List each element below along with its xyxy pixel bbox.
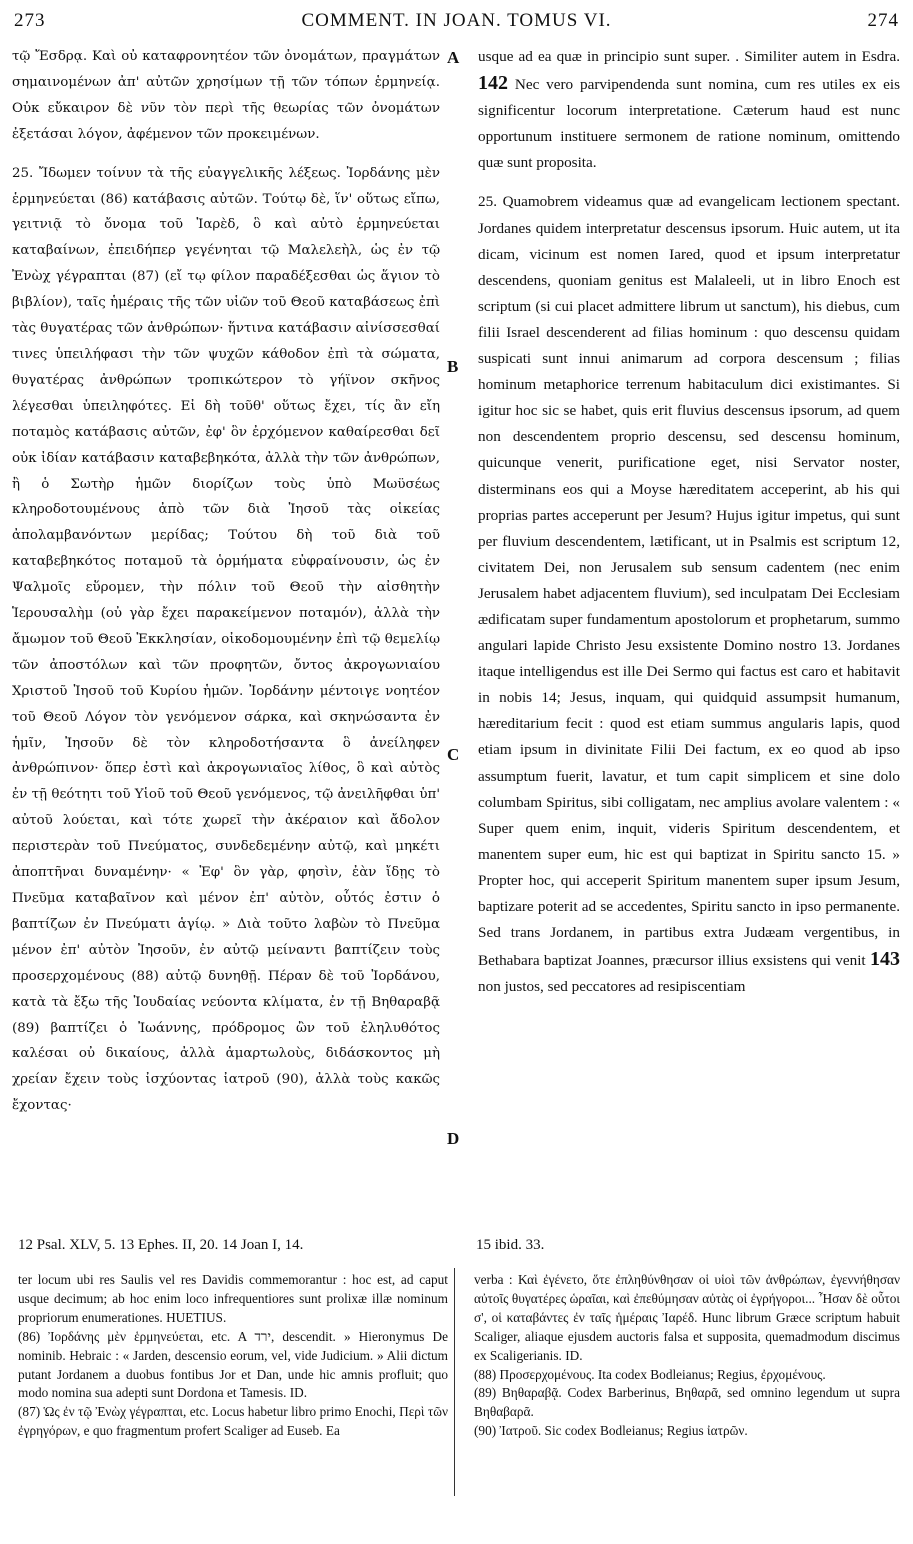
footnote: (88) Προσερχομένους. Ita codex Bodleianus; Regius, ἐρχομένους. bbox=[474, 1366, 826, 1382]
margin-letter-a: A bbox=[447, 48, 460, 67]
page-number-right: 274 bbox=[867, 10, 899, 31]
latin-text: usque ad ea quæ in principio sunt super. . Similiter autem in Esdra. bbox=[478, 48, 900, 65]
footnotes-left bbox=[18, 1271, 448, 1441]
latin-text-column bbox=[478, 44, 900, 1000]
running-title: COMMENT. IN JOAN. TOMUS VI. bbox=[301, 10, 612, 31]
margin-letter-d: D bbox=[447, 1129, 460, 1148]
latin-text: non justos, sed peccatores ad resipiscentiam bbox=[478, 978, 746, 996]
greek-paragraph: 25. Ἴδωμεν τοίνυν τὰ τῆς εὐαγγελικῆς λέξεως. Ἰορδάνης μὲν ἑρμηνεύεται (86) κατάβασις αὐτῶν. Τούτῳ δὲ, ἵν' οὕτως εἴπω, γειτνιᾷ τὸ ὄνομα τοῦ Ἰαρὲδ, ὃ καὶ αὐτὸ ἑρμηνεύεται καταβαίνων, ἐπειδήπερ γεγένηται τῷ Μαλελεὴλ, ὡς ἐν τῷ Ἐνὼχ γέγραπται (87) (εἴ τῳ φίλον παραδέξεσθαι ὡς ἅγιον τὸ βιβλίον), ταῖς ἡμέραις τῆς τῶν υἱῶν τοῦ Θεοῦ καταβάσεως ἐπὶ τὰς θυγατέρας τῶν ἀνθρώπων· ἥντινα κατάβασιν αἰνίσσεσθαί τινες ὑπειλήφασι τὴν τῶν ψυχῶν κάθοδον ἐπὶ τὰ σώματα, θυγατέρας ἀνθρώπων τροπικώτερον τὸ γήϊνον σκῆνος λέγεσθαι ὑπειληφότες. Εἰ δὴ τοῦθ' οὕτως ἔχει, τίς ἂν εἴη ποταμὸς κατάβασις αὐτῶν, ἐφ' ὃν ἐρχόμενον καθαίρεσθαι δεῖ οὐκ ἰδίαν κατάβασιν καταβεβηκότα, ἀλλὰ τὴν τῶν ἀνθρώπων, ἢ ὁ Σωτὴρ ἡμῶν διορίζων τοὺς ὑπὸ Μωϋσέως κληροδοτουμένους ἀπὸ τῶν διὰ Ἰησοῦ τὰς οἰκείας ἀπολαμβανόντων μερίδας; Τούτου δὴ τοῦ διὰ τοῦ καταβεβηκότος ποταμοῦ τὰ ὁρμήματα εὐφραίνουσιν, ὡς ἐν Ψαλμοῖς εὕρομεν, τὴν πόλιν τοῦ Θεοῦ τὴν αἰσθητὴν Ἱερουσαλὴμ (οὐ γὰρ ἔχει παρακείμενον ποταμόν), ἀλλὰ τὴν ἄμωμον τοῦ Θεοῦ Ἐκκλησίαν, οἰκοδομουμένην ἐπὶ τῷ θεμελίῳ τῶν ἀποστόλων καὶ τῶν προφητῶν, ὄντος ἀκρογωνιαίου Χριστοῦ Ἰησοῦ τοῦ Κυρίου ἡμῶν. Ἰορδάνην μέντοιγε νοητέον τοῦ Θεοῦ Λόγον τὸν γενόμενον σάρκα, καὶ σκηνώσαντα ἐν ἡμῖν, Ἰησοῦν δὲ τὸν κληροδοτήσαντα ὃ ἀνείληφεν ἀνθρώπινον· ὅπερ ἐστὶ καὶ ἀκρογωνιαῖος λίθος, ὃ καὶ αὐτὸς ἐν τῇ θεότητι τοῦ Υἱοῦ τοῦ Θεοῦ γενόμενος, τῷ ἀνειλῆφθαι ὑπ' αὐτοῦ λούεται, καὶ τότε χωρεῖ τὴν ἀκέραιον καὶ ἄδολον περιστερὰν τοῦ Πνεύματος, συνδεδεμένην αὐτῷ, καὶ μηκέτι ἀποπτῆναι δυναμένην· « Ἐφ' ὃν γὰρ, φησὶν, ἐὰν ἴδῃς τὸ Πνεῦμα καταβαῖνον καὶ μένον ἐπ' αὐτὸν, οὗτός ἐστιν ὁ βαπτίζων ἐν Πνεύματι ἁγίῳ. » Διὰ τοῦτο λαβὼν τὸ Πνεῦμα μένον ἐπ' αὐτὸν Ἰησοῦν, ἐν αὐτῷ μείναντι βαπτίζειν τοὺς προσερχομένους (88) αὐτῷ δυνηθῇ. Πέραν δὲ τοῦ Ἰορδάνου, κατὰ τὰ ἔξω τῆς Ἰουδαίας νεύοντα κλίματα, ἐν τῇ Βηθαραβᾷ (89) βαπτίζει ὁ Ἰωάννης, πρόδρομος ὢν τοῦ ἐληλυθότος καλέσαι οὐ δικαίους, ἀλλὰ ἁμαρτωλοὺς, διδάσκοντος μὴ χρείαν ἔχειν τοὺς ἰσχύοντας ἰατροῦ (90), ἀλλὰ τοὺς κακῶς ἔχοντας· bbox=[12, 165, 440, 1114]
column-marker-143: 143 bbox=[870, 948, 900, 971]
greek-text-column bbox=[12, 44, 440, 1119]
column-marker-142: 142 bbox=[478, 72, 508, 95]
margin-letter-c: C bbox=[447, 745, 460, 764]
footnote: ter locum ubi res Saulis vel res Davidis commemorantur : hoc est, ad caput usque decimum; ab hoc enim loco infrequentiores sunt prolixæ illæ nominum propriorum enumerationes. HUETIUS. bbox=[18, 1272, 448, 1325]
footnote: (90) Ἰατροῦ. Sic codex Bodleianus; Regius ἰατρῶν. bbox=[474, 1423, 748, 1439]
footnote: (86) Ἰορδάνης μὲν ἑρμηνεύεται, etc. A ירד, descendit. » Hieronymus De nominib. Hebraic : « Jarden, descensio eorum, vel, vide Judicium. » Alii dictum putant Jordanem a duobus fontibus Jor et Dan, unde hic amnis profluit; quo modo nomina sua adepti sunt Dordona et Tamesis. ID. bbox=[18, 1328, 448, 1401]
footnote: (87) Ὡς ἐν τῷ Ἐνὼχ γέγραπται, etc. Locus habetur libro primo Enochi, Περὶ τῶν ἐγρηγόρων, e quo fragmentum profert Scaliger ad Euseb. Ea bbox=[18, 1404, 448, 1439]
scripture-references-left: 12 Psal. XLV, 5. 13 Ephes. II, 20. 14 Joan I, 14. bbox=[18, 1237, 304, 1253]
latin-paragraph bbox=[478, 189, 900, 1000]
margin-letter-b: B bbox=[447, 357, 459, 376]
footnotes-right bbox=[474, 1271, 900, 1441]
running-header bbox=[14, 10, 899, 36]
footnote: verba : Καὶ ἐγένετο, ὅτε ἐπληθύνθησαν οἱ υἱοὶ τῶν ἀνθρώπων, ἐγεννήθησαν αὐτοῖς θυγατέρες ὡραῖαι, καὶ ἐπεθύμησαν αὐτὰς οἱ ἐγρήγοροι... Ἦσαν δὲ οὗτοι σ', οἱ καταβάντες ἐν ταῖς ἡμέραις Ἰαρέδ. Hunc librum Græce scriptum habuit Scaliger, aliaque ejusdem auctoris falsa et supposita, quemadmodum discimus ex Scaligerianis. ID. bbox=[474, 1272, 900, 1363]
scripture-references-right: 15 ibid. 33. bbox=[476, 1237, 545, 1253]
footnote: (89) Βηθαραβᾷ. Codex Barberinus, Βηθαρᾶ, sed omnino legendum ut supra Βηθαβαρᾶ. bbox=[474, 1385, 900, 1420]
footnote-column-divider bbox=[454, 1268, 455, 1496]
latin-text: 25. Quamobrem videamus quæ ad evangelicam lectionem spectant. Jordanes quidem interpretatur descensus ipsorum. Huic autem, ut ita dicam, vicinum est nomen Iared, quod et ipsum interpretatur descendens, quoniam genitus est Malaleeli, ut in libro Enoch est scriptum (si cui placet admittere librum ut sanctum), his diebus, cum filii Israel descenderent ad filias hominum : quo descensu quidam suspicati sunt innui animarum ad corpora descensum ; filias hominum metaphorice terrenum habitaculum dici existimantes. Si igitur hoc sic se habet, quis erit fluvius descensus ipsorum, ad quem non descendentem proprio descensu, sed descensu hominum, quicunque venerit, purificatione eget, nisi Servator noster, disterminans eos qui a Moyse hæreditatem acceperint, ab his qui proprias partes acceperunt per Jesum? Hujus igitur impetus, qui sunt per fluvium descendentem, lætificant, ut in Psalmis est scriptum 12, civitatem Dei, non Jerusalem sub sensum cadentem (nec enim Jerusalem habet adjacentem fluvium), sed inculpatam Dei Ecclesiam ædificatam super fundamentum apostolorum et prophetarum, summo angulari lapide Christo Jesu exsistente Domino nostro 13. Jordanes itaque intelligendus est ille Dei Sermo qui factus est caro et habitavit in nobis 14; Jesus, inquam, qui quidquid assumpsit humanum, hæreditarium fecit : quod est etiam summus angularis lapis, quod etiam ipsum in divinitate Filii Dei factum, ex eo quod ab ipso assumptum fuerit, lavatur, et tum capit simplicem et sine dolo columbam Spiritus, sibi colligatam, nec amplius avolare valentem : « Super quem enim, inquit, videris Spiritum descendentem, et manentem super eum, hic est qui baptizat in Spiritu sancto 15. » Propter hoc, qui acceperit Spiritum manentem super ipsum Jesum, baptizare poterit ad se accedentes, Spiritu sancto in ipso permanente. Sed trans Jordanem, in partibus extra Judæam vergentibus, in Bethabara baptizat Joannes, præcursor illius exsistens qui venit bbox=[478, 193, 900, 970]
greek-paragraph: τῷ Ἔσδρᾳ. Καὶ οὐ καταφρονητέον τῶν ὀνομάτων, πραγμάτων σημαινομένων ἀπ' αὐτῶν χρησίμων τῇ τῶν τόπων ἑρμηνείᾳ. Οὐκ εὔκαιρον δὲ νῦν τὸν περὶ τῆς θεωρίας τῶν ὀνομάτων ἐξετάσαι λόγον, ἀφέμενον τῶν προκειμένων. bbox=[12, 49, 440, 142]
latin-text: Nec vero parvipendenda sunt nomina, cum res utiles ex eis significentur locorum interpretatione. Cæterum haud est nunc opportunum instituere sermonem de ratione nominum, omittendo quæ sunt proposita. bbox=[478, 76, 901, 172]
page-number-left: 273 bbox=[14, 10, 46, 31]
latin-paragraph bbox=[478, 44, 900, 176]
